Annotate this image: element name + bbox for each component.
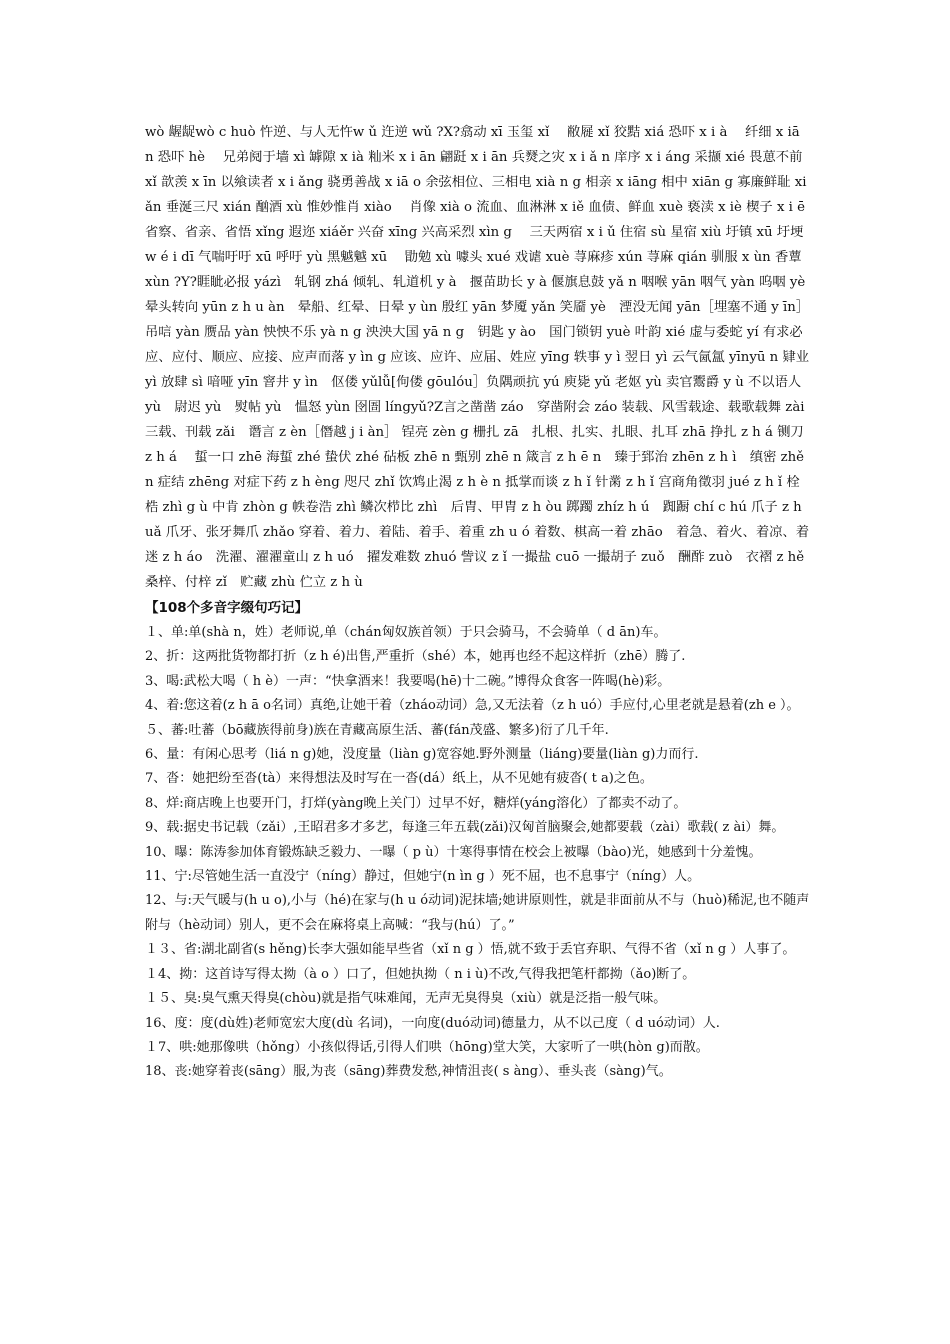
list-item: １５、臭:臭气熏天得臭(chòu)就是指气味难闻，无声无臭得臭（xiù）就是泛指一般气味。	[145, 991, 667, 1007]
mnemonic-list	[145, 621, 810, 1085]
list-item: 9、载:据史书记载（zǎi）,王昭君多才多艺，每逢三年五载(zǎi)汉匈首脑聚会,她都要载（zài）歌载( z ài）舞。	[145, 820, 785, 836]
list-item: 2、折：这两批货物都打折（z h é)出售,严重折（shé）本，她再也经不起这样折（zhē）腾了.	[145, 649, 686, 665]
document-page	[145, 120, 821, 1085]
list-item: 7、沓：她把纷至沓(tà）来得想法及时写在一沓(dá）纸上，从不见她有疲沓( t a)之色。	[145, 771, 653, 787]
list-item: 12、与:天气暖与(h u o),小与（hé)在家与(h u ó动词)泥抹墙;她讲原则性，就是非面前从不与（huò)稀泥,也不随声附与（hè动词）别人，更不会在麻将桌上高喊：“我与(hú）了。”	[145, 893, 810, 933]
list-item: １4、拗：这首诗写得太拗（à o ）口了，但她执拗（ n i ù)不改,气得我把笔杆都拗（ǎo)断了。	[145, 966, 696, 982]
list-item: 4、着:您这着(z h ā o名词）真绝,让她干着（zháo动词）急,又无法着（z h uó）手应付,心里老就是悬着(zh e ）。	[145, 698, 800, 714]
list-item: 6、量：有闲心思考（liá n g)她，没度量（liàn g)宽容她.野外测量（liáng)要量(liàn g)力而行.	[145, 747, 699, 763]
list-item: 3、喝:武松大喝（ h è）一声：“快拿酒来！我要喝(hē)十二碗。”博得众食客一阵喝(hè)彩。	[145, 673, 671, 689]
list-item: 11、宁:尽管她生活一直没宁（níng）静过，但她宁(n ìn g ）死不屈，也不息事宁（níng）人。	[145, 869, 701, 885]
pinyin-vocabulary-paragraph: wò 龌龊wò c huò 忤逆、与人无忤w ǔ 迕逆 wǔ ?X?翕动 xī 玉玺 xǐ 敝屣 xǐ 狡黠 xiá 恐吓 x i à 纤细 x iā n 恐吓 hè 兄弟阋于墙 xì 罅隙 x ià 籼米 x i ān 翩跹 x i ān 兵燹之灾 x i ǎ n 庠序 x i áng 采撷 xié 畏葸不前 xǐ 歆羡 x īn 以飨读者 x i ǎng 骁勇善战 x iā o 余弦相位、三相电 xià n g 相亲 x iāng 相中 xiān g 寡廉鲜耻 xiǎn 垂涎三尺 xián 酗酒 xù 惟妙惟肖 xiào 肖像 xià o 流血、血淋淋 x iě 血债、鲜血 xuè 亵渎 x iè 楔子 x i ē 省察、省亲、省悟 xǐng 遐迩 xiáěr 兴奋 xīng 兴高采烈 xìn g 三天两宿 x i ǔ 住宿 sù 星宿 xiù 圩镇 xū 圩埂 w é i dī 气喘吁吁 xū 呼吁 yù 黑魆魆 xū 勖勉 xù 噱头 xué 戏谑 xuè 荨麻疹 xún 荨麻 qián 驯服 x ùn 香蕈 xùn ?Y?睚眦必报 yázì 轧钢 zhá 倾轧、轧道机 y à 揠苗助长 y à 偃旗息鼓 yǎ n 咽喉 yān 咽气 yàn 呜咽 yè 晕头转向 yūn z h u àn 晕船、红晕、日晕 y ùn 殷红 yān 梦魇 yǎn 笑靥 yè 湮没无闻 yān［埋塞不通 y īn］吊唁 yàn 赝品 yàn 怏怏不乐 yà n g 泱泱大国 yā n g 钥匙 y ào 国门锁钥 yuè 叶韵 xié 虚与委蛇 yí 有求必应、应付、顺应、应接、应声而落 y ìn g 应该、应许、应届、姓应 yīng 轶事 y ì 翌日 yì 云气氤氲 yīnyū n 肄业 yì 放肆 sì 喑哑 yīn 窨井 y ìn 伛偻 yǔlǚ[佝偻 gōulóu］负隅顽抗 yú 庾毙 yǔ 老妪 yù 卖官鬻爵 y ù 不以语人 yù 尉迟 yù 熨帖 yù 愠怒 yùn 囹圄 língyǔ?Z言之凿凿 záo 穿凿附会 záo 装载、风雪载途、载歌载舞 zài 三载、刊载 zǎi 谮言 z èn［僭越 j i àn］ 锃亮 zèn g 栅扎 zā 扎根、扎实、扎眼、扎耳 zhā 挣扎 z h á 铡刀 z h á 蜇一口 zhē 海蜇 zhé 蛰伏 zhé 砧板 zhē n 甄别 zhē n 箴言 z h ē n 臻于郅治 zhēn z h ì 缜密 zhě n 症结 zhēng 对症下药 z h èng 咫尺 zhǐ 饮鸩止渴 z h è n 抵掌而谈 z h ǐ 针黹 z h ǐ 宫商角徵羽 jué z h ǐ 栓梏 zhì g ù 中肯 zhòn g 帙卷浩 zhì 鳞次栉比 zhì 后胄、甲胄 z h òu 踯躅 zhíz h ú 踟蹰 chí c hú 爪子 z h uǎ 爪牙、张牙舞爪 zhǎo 穿着、着力、着陆、着手、着重 zh u ó 着数、棋高一着 zhāo 着急、着火、着凉、着迷 z h áo 洗濯、濯濯童山 z h uó 擢发难数 zhuó 訾议 z ǐ 一撮盐 cuō 一撮胡子 zuǒ 酬酢 zuò 衣褶 z hě 桑梓、付梓 zǐ 贮藏 zhù 伫立 z h ù	[145, 125, 821, 590]
list-item: １7、哄:她那像哄（hǒng）小孩似得话,引得人们哄（hōng)堂大笑，大家听了一哄(hòn g)而散。	[145, 1039, 709, 1055]
list-item: 18、丧:她穿着丧(sāng）服,为丧（sāng)葬费发愁,神情沮丧( s àng）、垂头丧（sàng)气。	[145, 1064, 672, 1080]
list-item: ５、蕃:吐蕃（bō藏族得前身)族在青藏高原生活、蕃(fán茂盛、繁多)衍了几千年.	[145, 722, 609, 738]
list-item: 10、曝：陈涛参加体育锻炼缺乏毅力、一曝（ p ù）十寒得事情在校会上被曝（bào)光，她感到十分羞愧。	[145, 844, 762, 860]
section-heading: 【108个多音字缀句巧记】	[145, 600, 309, 616]
list-item: 16、度：度(dù姓)老师宽宏大度(dù 名词)，一向度(duó动词)德量力，从不以己度（ d uó动词）人.	[145, 1015, 720, 1031]
list-item: 8、烊:商店晚上也要开门，打烊(yàng晚上关门）过早不好，糖烊(yáng溶化）了都卖不动了。	[145, 795, 687, 811]
list-item: １３、省:湖北副省(s hěng)长李大强如能早些省（xǐ n g ）悟,就不致于丢官弃职、气得不省（xǐ n g ）人事了。	[145, 942, 796, 958]
list-item: １、单:单(shà n，姓）老师说,单（chán匈奴族首领）于只会骑马，不会骑单（ d ān)车。	[145, 625, 667, 640]
